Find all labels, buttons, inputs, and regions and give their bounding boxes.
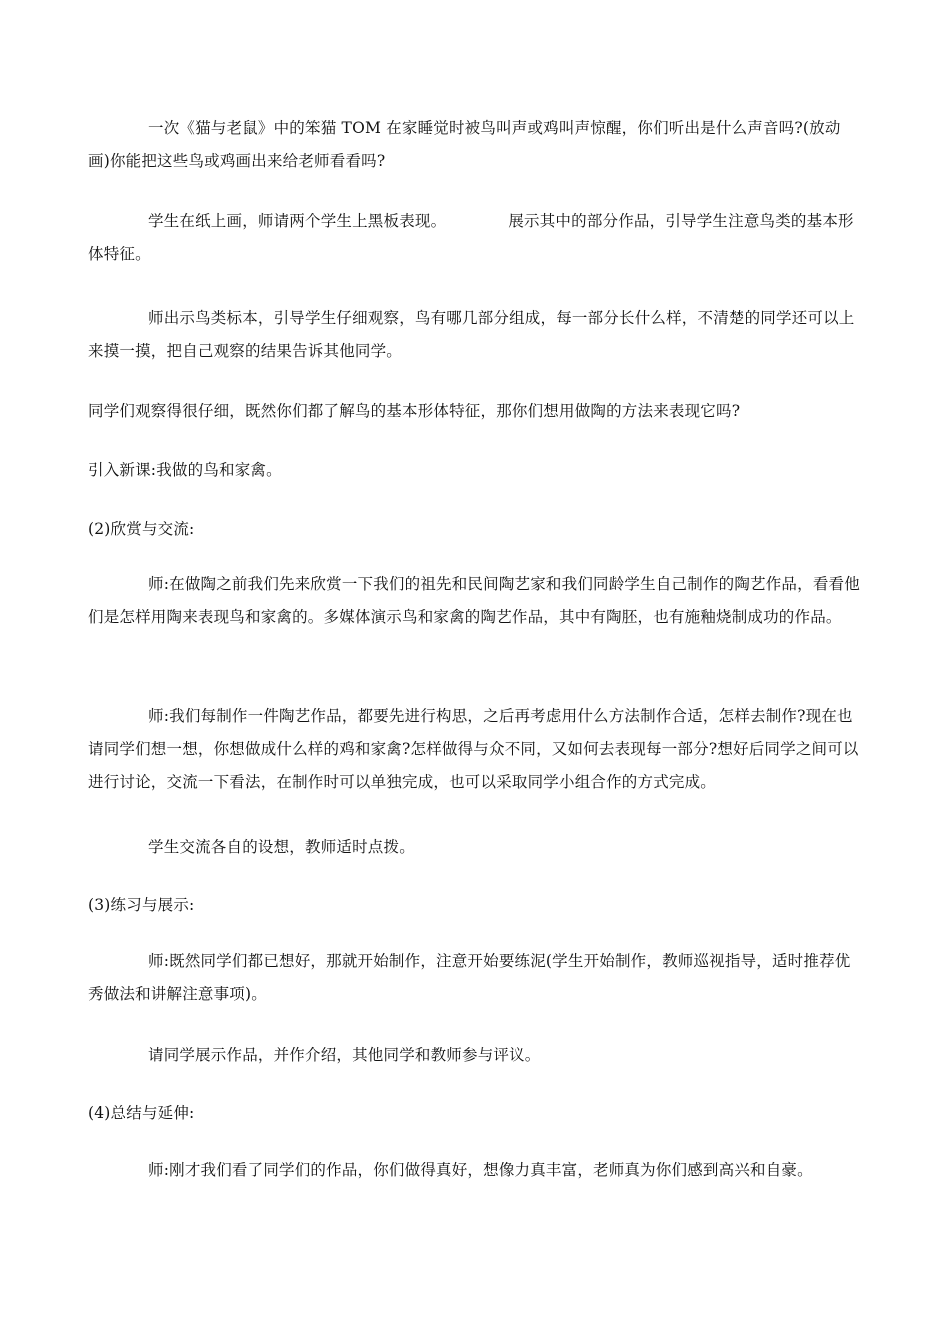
- paragraph-show-introduce: 请同学展示作品，并作介绍，其他同学和教师参与评议。: [148, 1046, 541, 1064]
- paragraph-observation: 同学们观察得很仔细，既然你们都了解鸟的基本形体特征，那你们想用做陶的方法来表现它吗?: [88, 402, 741, 420]
- paragraph-show-works: 展示其中的部分作品，引导学生注意鸟类的基本形体特征。: [88, 212, 854, 263]
- section-heading-practice: (3)练习与展示:: [88, 896, 195, 914]
- paragraph-appreciate-works: 师:在做陶之前我们先来欣赏一下我们的祖先和民间陶艺家和我们同龄学生自己制作的陶艺作品，看看他们是怎样用陶来表现鸟和家禽的。多媒体演示鸟和家禽的陶艺作品，其中有陶胚，也有施釉烧制成功的作品。: [88, 575, 860, 626]
- paragraph-start-making: 师:既然同学们都已想好，那就开始制作，注意开始要练泥(学生开始制作，教师巡视指导，适时推荐优秀做法和讲解注意事项)。: [88, 952, 851, 1003]
- paragraph-new-lesson: 引入新课:我做的鸟和家禽。: [88, 461, 282, 479]
- paragraph-student-drawing: [88, 205, 860, 271]
- paragraph-student-drawing-part1: 学生在纸上画，师请两个学生上黑板表现。: [148, 212, 447, 230]
- paragraph-bird-specimen: 师出示鸟类标本，引导学生仔细观察，鸟有哪几部分组成，每一部分长什么样，不清楚的同学还可以上来摸一摸，把自己观察的结果告诉其他同学。: [88, 309, 855, 360]
- paragraph-summary: 师:刚才我们看了同学们的作品，你们做得真好，想像力真丰富，老师真为你们感到高兴和自豪。: [148, 1161, 813, 1179]
- paragraph-design-idea: 师:我们每制作一件陶艺作品，都要先进行构思，之后再考虑用什么方法制作合适，怎样去制作?现在也请同学们想一想，你想做成什么样的鸡和家禽?怎样做得与众不同，又如何去表现每一部分?想好后同学之间可以进行讨论，交流一下看法，在制作时可以单独完成，也可以采取同学小组合作的方式完成。: [88, 707, 859, 791]
- paragraph-student-exchange: 学生交流各自的设想，教师适时点拨。: [148, 838, 415, 856]
- section-heading-appreciate: (2)欣赏与交流:: [88, 520, 195, 538]
- section-heading-summary: (4)总结与延伸:: [88, 1104, 195, 1122]
- paragraph-tom-intro: 一次《猫与老鼠》中的笨猫 TOM 在家睡觉时被鸟叫声或鸡叫声惊醒，你们听出是什么声音吗?(放动画)你能把这些鸟或鸡画出来给老师看看吗?: [88, 119, 841, 170]
